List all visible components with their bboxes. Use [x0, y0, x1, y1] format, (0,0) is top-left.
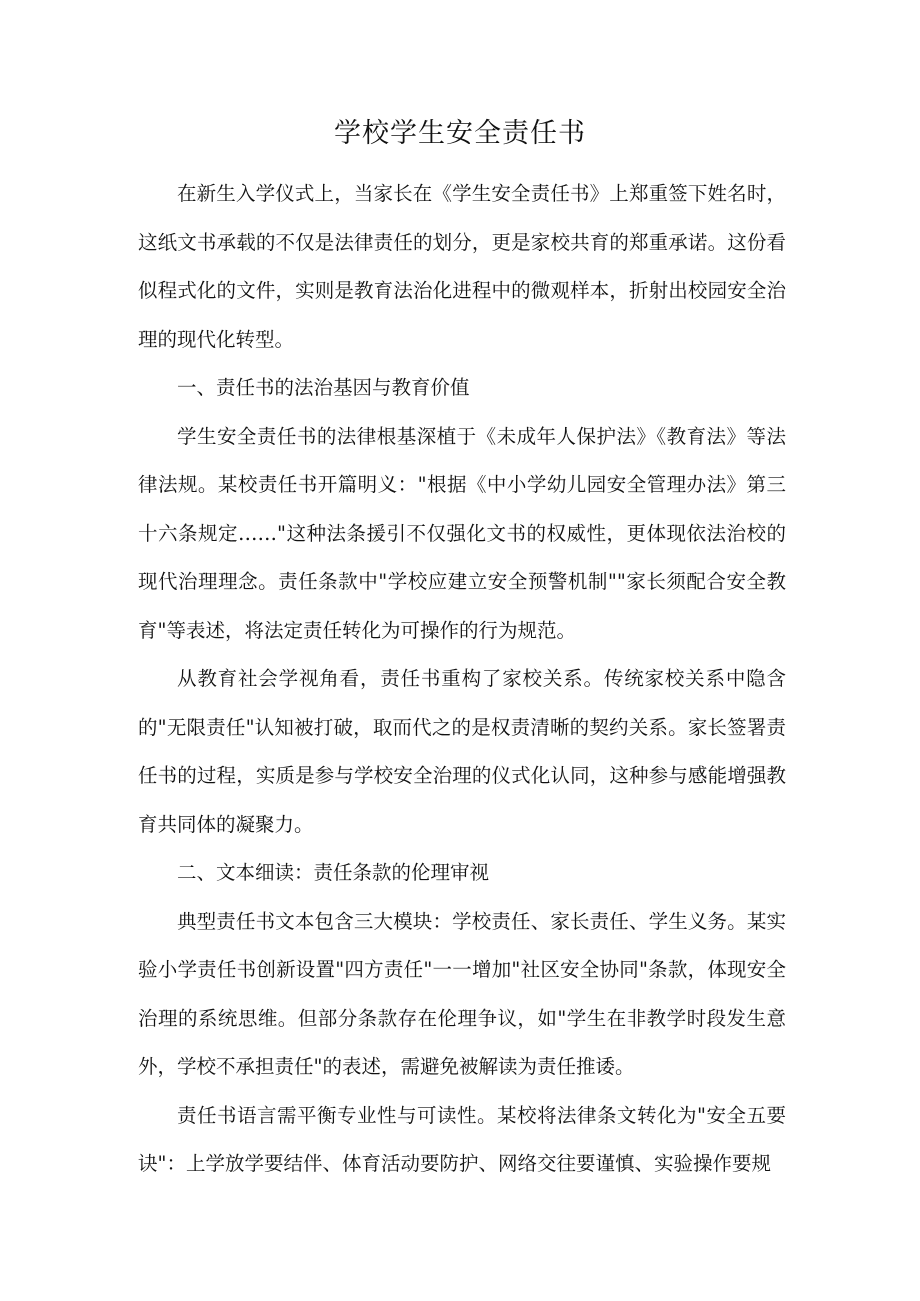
paragraph-modules: 典型责任书文本包含三大模块：学校责任、家长责任、学生义务。某实验小学责任书创新设置"四方责任"一一增加"社区安全协同"条款，体现安全治理的系统思维。但部分条款存在伦理争议，如"学生在非教学时段发生意外，学校不承担责任"的表述，需避免被解读为责任推诿。: [138, 909, 786, 1078]
paragraph-intro: 在新生入学仪式上，当家长在《学生安全责任书》上郑重签下姓名时，这纸文书承载的不仅是法律责任的划分，更是家校共育的郑重承诺。这份看似程式化的文件，实则是教育法治化进程中的微观样本，折射出校园安全治理的现代化转型。: [138, 182, 786, 351]
document-title: 学校学生安全责任书: [334, 118, 586, 149]
paragraph-legal-basis: 学生安全责任书的法律根基深植于《未成年人保护法》《教育法》等法律法规。某校责任书开篇明义："根据《中小学幼儿园安全管理办法》第三十六条规定……"这种法条援引不仅强化文书的权威性，更体现依法治校的现代治理理念。责任条款中"学校应建立安全预警机制""家长须配合安全教育"等表述，将法定责任转化为可操作的行为规范。: [138, 424, 786, 642]
section-heading-2: 二、文本细读：责任条款的伦理审视: [177, 861, 490, 884]
document-body: [138, 170, 786, 1189]
paragraph-sociology: 从教育社会学视角看，责任书重构了家校关系。传统家校关系中隐含的"无限责任"认知被打破，取而代之的是权责清晰的契约关系。家长签署责任书的过程，实质是参与学校安全治理的仪式化认同，这种参与感能增强教育共同体的凝聚力。: [138, 667, 786, 836]
paragraph-language: 责任书语言需平衡专业性与可读性。某校将法律条文转化为"安全五要诀"：上学放学要结伴、体育活动要防护、网络交往要谨慎、实验操作要规: [138, 1103, 786, 1175]
section-heading-1: 一、责任书的法治基因与教育价值: [177, 376, 470, 399]
